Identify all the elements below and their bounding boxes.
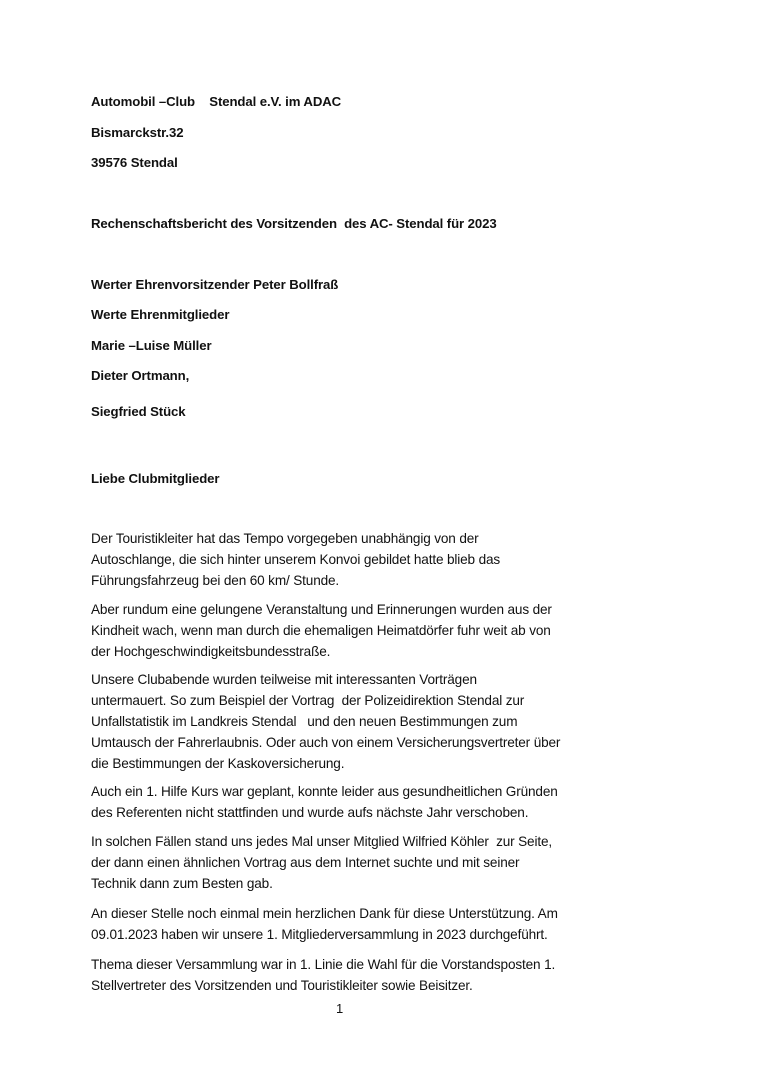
paragraph <box>91 528 500 591</box>
paragraph <box>91 599 552 662</box>
paragraph <box>91 903 558 945</box>
paragraph-line: Aber rundum eine gelungene Veranstaltung und Erinnerungen wurden aus der <box>91 602 552 617</box>
paragraph-line: untermauert. So zum Beispiel der Vortrag der Polizeidirektion Stendal zur <box>91 693 525 708</box>
paragraph-line: der dann einen ähnlichen Vortrag aus dem Internet suchte und mit seiner <box>91 855 520 870</box>
paragraph-line: Stellvertreter des Vorsitzenden und Touristikleiter sowie Beisitzer. <box>91 978 473 993</box>
salutation-line: Marie –Luise Müller <box>91 338 212 353</box>
paragraph-line: In solchen Fällen stand uns jedes Mal unser Mitglied Wilfried Köhler zur Seite, <box>91 834 552 849</box>
paragraph-line: Thema dieser Versammlung war in 1. Linie die Wahl für die Vorstandsposten 1. <box>91 957 556 972</box>
paragraph <box>91 831 552 894</box>
paragraph-line: Technik dann zum Besten gab. <box>91 876 273 891</box>
paragraph-line: der Hochgeschwindigkeitsbundesstraße. <box>91 644 331 659</box>
paragraph-line: Der Touristikleiter hat das Tempo vorgegeben unabhängig von der <box>91 531 479 546</box>
paragraph <box>91 669 560 774</box>
paragraph-line: Unfallstatistik im Landkreis Stendal und den neuen Bestimmungen zum <box>91 714 518 729</box>
paragraph-line: die Bestimmungen der Kaskoversicherung. <box>91 756 345 771</box>
page-number: 1 <box>336 1001 344 1016</box>
paragraph-line: An dieser Stelle noch einmal mein herzlichen Dank für diese Unterstützung. Am <box>91 906 558 921</box>
org-street: Bismarckstr.32 <box>91 125 184 140</box>
salutation-line: Dieter Ortmann, <box>91 368 190 383</box>
salutation-line: Werte Ehrenmitglieder <box>91 307 230 322</box>
paragraph <box>91 781 558 823</box>
salutation-line: Werter Ehrenvorsitzender Peter Bollfraß <box>91 277 339 292</box>
paragraph-line: Umtausch der Fahrerlaubnis. Oder auch von einem Versicherungsvertreter über <box>91 735 561 750</box>
paragraph-line: Autoschlange, die sich hinter unserem Konvoi gebildet hatte blieb das <box>91 552 501 567</box>
salutation-line: Siegfried Stück <box>91 404 186 419</box>
paragraph-line: Kindheit wach, wenn man durch die ehemaligen Heimatdörfer fuhr weit ab von <box>91 623 551 638</box>
paragraph-line: Führungsfahrzeug bei den 60 km/ Stunde. <box>91 573 340 588</box>
org-city: 39576 Stendal <box>91 155 178 170</box>
document-title: Rechenschaftsbericht des Vorsitzenden des AC- Stendal für 2023 <box>91 216 497 231</box>
paragraph-line: Unsere Clubabende wurden teilweise mit interessanten Vorträgen <box>91 672 477 687</box>
org-name: Automobil –Club Stendal e.V. im ADAC <box>91 94 342 109</box>
paragraph-line: des Referenten nicht stattfinden und wurde aufs nächste Jahr verschoben. <box>91 805 529 820</box>
paragraph-line: 09.01.2023 haben wir unsere 1. Mitgliederversammlung in 2023 durchgeführt. <box>91 927 548 942</box>
paragraph-line: Auch ein 1. Hilfe Kurs war geplant, konnte leider aus gesundheitlichen Gründen <box>91 784 558 799</box>
greeting: Liebe Clubmitglieder <box>91 471 220 486</box>
paragraph <box>91 954 555 996</box>
